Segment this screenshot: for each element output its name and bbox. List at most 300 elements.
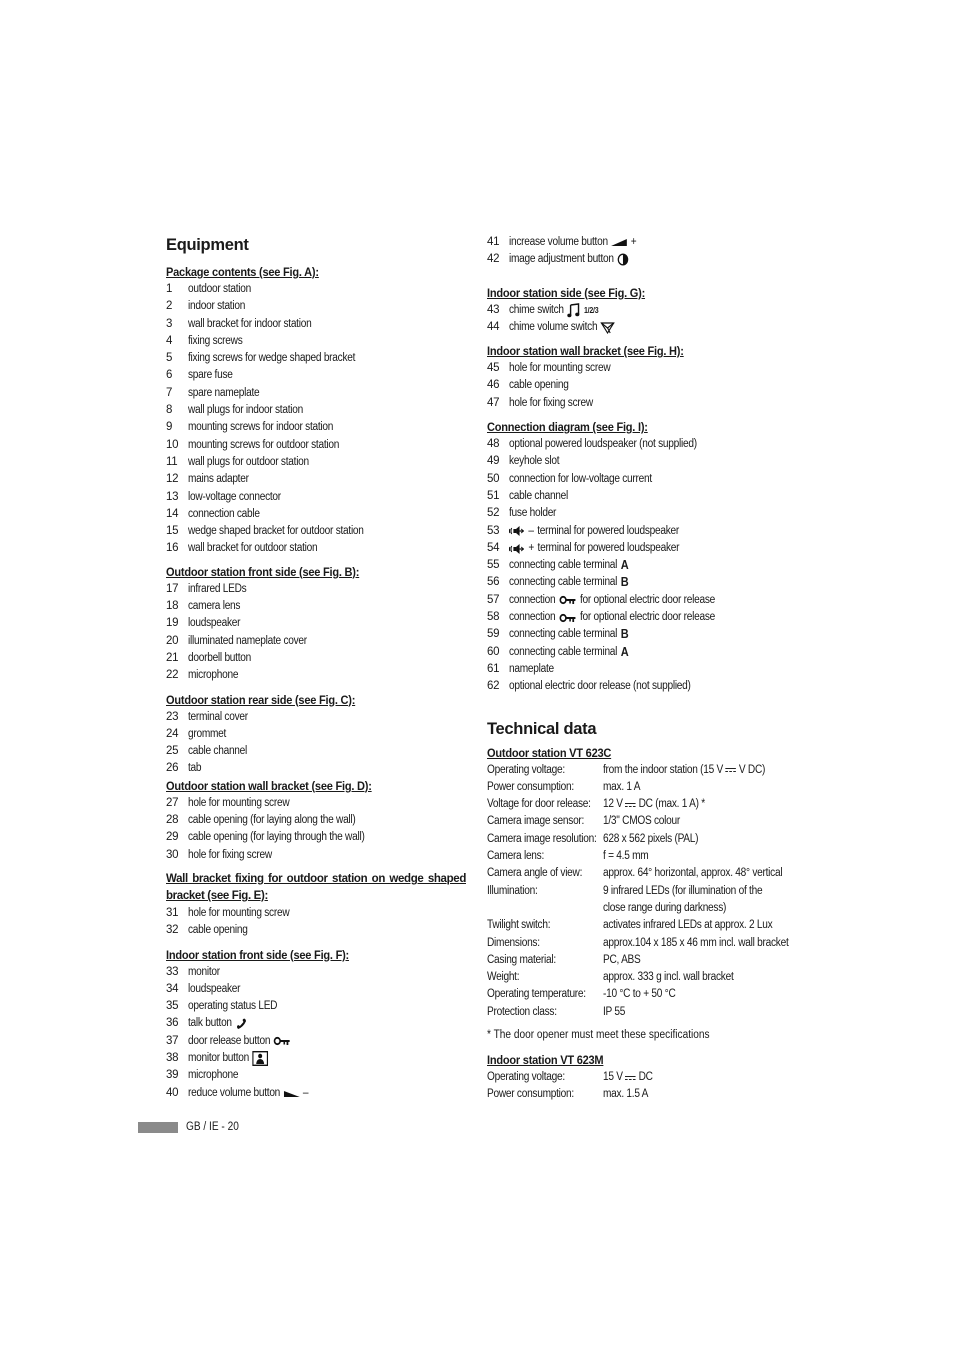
- item-content: [188, 922, 248, 939]
- spec-row: [487, 935, 797, 952]
- item-number: 9: [166, 421, 173, 434]
- spec-row: [487, 831, 797, 848]
- item-content: [188, 760, 201, 777]
- item-number: 57: [487, 593, 500, 606]
- list-item: [166, 829, 466, 846]
- item-label: connection for low-voltage current: [509, 472, 652, 485]
- item-label: wall plugs for outdoor station: [188, 455, 309, 468]
- item-number: 1: [166, 283, 173, 295]
- speaker-icon: [509, 525, 525, 537]
- item-content: [188, 385, 259, 402]
- list-item: [487, 505, 797, 522]
- item-content: [188, 281, 251, 298]
- list-item: [487, 540, 797, 557]
- spec-row: [487, 796, 797, 813]
- item-content: [188, 454, 309, 471]
- spec-row: [487, 1086, 797, 1103]
- item-number: 4: [166, 334, 173, 347]
- item-number: 14: [166, 507, 179, 520]
- spec-value: [603, 883, 774, 918]
- item-content: [188, 615, 240, 632]
- spec-value: [603, 813, 774, 830]
- item-content: [188, 650, 251, 667]
- spec-value-text: approx. 333 g incl. wall bracket: [603, 971, 734, 984]
- list-item: [166, 471, 466, 488]
- item-content: [509, 319, 615, 336]
- terminal-letter: A: [620, 644, 629, 659]
- item-label: cable opening: [509, 379, 569, 392]
- spec-value-text: 15 V: [603, 1070, 623, 1083]
- list-item: [166, 615, 466, 632]
- wedge-list: [166, 905, 466, 940]
- list-item: [166, 437, 466, 454]
- item-number: 50: [487, 472, 500, 485]
- item-label: terminal for powered loudspeaker: [537, 541, 680, 554]
- item-content: [509, 609, 715, 626]
- volume-up-icon: [611, 238, 627, 247]
- item-number: 19: [166, 617, 179, 630]
- item-number: 5: [166, 352, 173, 365]
- terminal-letter: B: [620, 627, 629, 642]
- item-label: cable opening: [188, 924, 248, 937]
- list-item: [487, 678, 797, 695]
- item-content: [188, 667, 238, 684]
- speaker-icon: [509, 543, 525, 555]
- item-label: spare fuse: [188, 369, 233, 382]
- item-content: [188, 298, 245, 315]
- item-number: 16: [166, 542, 179, 555]
- spec-value-text: 12 V: [603, 798, 623, 811]
- item-content: [509, 360, 610, 377]
- item-content: [188, 1085, 308, 1102]
- item-content: [509, 626, 628, 643]
- item-label: mounting screws for outdoor station: [188, 438, 340, 451]
- spec-row: [487, 952, 797, 969]
- list-item: [166, 581, 466, 598]
- list-item: [166, 367, 466, 384]
- list-item: [487, 453, 797, 470]
- list-item: [166, 998, 466, 1015]
- spec-value: [603, 779, 774, 796]
- list-item: [487, 644, 797, 661]
- item-number: 7: [166, 386, 173, 399]
- indoor-bracket-list: [487, 360, 797, 412]
- item-label: connection: [509, 593, 556, 606]
- spec-label: Voltage for door release:: [487, 798, 591, 811]
- item-label: wall bracket for outdoor station: [188, 542, 318, 555]
- spec-value-text: 9 infrared LEDs (for illumination of the close range during darkness): [603, 884, 763, 914]
- item-content: [509, 540, 679, 557]
- spec-label: Power consumption:: [487, 1088, 574, 1101]
- indoor-side-heading: Indoor station side (see Fig. G):: [487, 285, 646, 300]
- chime-volume-icon: [601, 321, 615, 334]
- terminal-letter: B: [620, 575, 629, 590]
- item-number: 43: [487, 303, 500, 316]
- item-label: loudspeaker: [188, 982, 241, 995]
- spec-value: [603, 935, 789, 952]
- item-label: chime volume switch: [509, 320, 598, 333]
- list-item: [487, 609, 797, 626]
- item-label: indoor station: [188, 300, 246, 313]
- item-content: [188, 964, 220, 981]
- item-content: [509, 471, 652, 488]
- terminal-letter: A: [620, 558, 629, 573]
- spec-value: [603, 848, 774, 865]
- list-item: [166, 385, 466, 402]
- item-number: 3: [166, 317, 173, 330]
- spec-label: Power consumption:: [487, 780, 574, 793]
- item-content: [188, 812, 356, 829]
- item-label-suffix: for optional electric door release: [579, 611, 715, 624]
- plus-sign: +: [630, 236, 637, 248]
- item-label: optional powered loudspeaker (not supplied): [509, 438, 697, 451]
- list-item: [166, 1050, 466, 1067]
- dc-symbol-icon: [726, 767, 737, 773]
- indoor-front-list-continued: [487, 234, 797, 269]
- monitor-person-icon: [253, 1051, 269, 1066]
- spec-value-text: -10 °C to + 50 °C: [603, 988, 676, 1001]
- item-label: low-voltage connector: [188, 490, 281, 503]
- list-item: [166, 350, 466, 367]
- item-label: hole for mounting screw: [188, 796, 290, 809]
- item-content: [188, 1015, 248, 1032]
- item-content: [188, 402, 303, 419]
- front-list: [166, 581, 466, 685]
- item-content: [509, 453, 559, 470]
- spec-row: [487, 969, 797, 986]
- spec-row: [487, 848, 797, 865]
- indoor-front-heading: Indoor station front side (see Fig. F):: [166, 947, 350, 962]
- spec-value: [603, 969, 774, 986]
- item-content: [188, 471, 249, 488]
- item-label: wall plugs for indoor station: [188, 404, 303, 417]
- spec-label: Operating voltage:: [487, 1070, 565, 1083]
- item-number: 40: [166, 1086, 179, 1099]
- item-number: 6: [166, 369, 173, 382]
- spec-label: Camera lens:: [487, 850, 545, 863]
- list-item: [166, 298, 466, 315]
- spec-label: Illumination:: [487, 884, 538, 897]
- list-item: [487, 626, 797, 643]
- dc-symbol-icon: [625, 1075, 636, 1081]
- item-number: 32: [166, 924, 179, 937]
- spec-value-suffix: V DC): [738, 763, 766, 776]
- list-item: [166, 795, 466, 812]
- item-label: wall bracket for indoor station: [188, 317, 312, 330]
- list-item: [487, 592, 797, 609]
- package-heading: Package contents (see Fig. A):: [166, 265, 319, 279]
- spec-value: [603, 1069, 774, 1086]
- item-number: 26: [166, 762, 179, 775]
- item-content: [188, 633, 307, 650]
- item-label: talk button: [188, 1017, 232, 1030]
- spec-value: [603, 831, 774, 848]
- key-icon: [274, 1036, 292, 1046]
- wall-bracket-list: [166, 795, 466, 864]
- spec-row: [487, 1004, 797, 1021]
- list-item: [166, 812, 466, 829]
- item-number: 38: [166, 1051, 179, 1064]
- list-item: [166, 419, 466, 436]
- item-content: [188, 795, 289, 812]
- minus-sign: –: [302, 1086, 309, 1099]
- spec-label: Camera image resolution:: [487, 832, 597, 845]
- item-number: 54: [487, 541, 500, 554]
- item-number: 2: [166, 300, 173, 313]
- item-label: mains adapter: [188, 473, 249, 486]
- list-item: [487, 557, 797, 574]
- list-item: [166, 922, 466, 939]
- item-label: chime switch: [509, 303, 564, 316]
- item-label: door release button: [188, 1034, 271, 1047]
- item-label: cable opening (for laying through the wall): [188, 831, 365, 844]
- item-number: 28: [166, 814, 179, 827]
- item-label: keyhole slot: [509, 455, 560, 468]
- music-note-icon: [567, 303, 580, 318]
- connection-heading: Connection diagram (see Fig. I):: [487, 420, 648, 435]
- equipment-title: Equipment: [166, 236, 249, 254]
- list-item: [487, 302, 797, 319]
- item-number: 61: [487, 662, 500, 675]
- list-item: [166, 523, 466, 540]
- spec-value-text: approx.104 x 185 x 46 mm incl. wall bracket: [603, 936, 789, 949]
- spec-label: Weight:: [487, 971, 520, 984]
- item-number: 12: [166, 473, 179, 486]
- item-label: mounting screws for indoor station: [188, 421, 334, 434]
- item-label: fixing screws: [188, 334, 243, 347]
- item-number: 36: [166, 1017, 179, 1030]
- list-item: [487, 234, 797, 251]
- item-number: 13: [166, 490, 179, 503]
- item-label: connecting cable terminal: [509, 559, 618, 572]
- list-item: [487, 488, 797, 505]
- list-item: [166, 333, 466, 350]
- list-item: [166, 1033, 466, 1050]
- item-content: [188, 350, 355, 367]
- chime-positions: 1/2/3: [584, 305, 599, 315]
- item-content: [188, 726, 226, 743]
- list-item: [166, 1085, 466, 1102]
- item-number: 37: [166, 1034, 179, 1047]
- spec-label: Casing material:: [487, 953, 556, 966]
- list-item: [166, 709, 466, 726]
- item-content: [188, 437, 339, 454]
- item-label: operating status LED: [188, 1000, 278, 1013]
- spec-row: [487, 865, 797, 882]
- spec-value: [603, 986, 774, 1003]
- list-item: [166, 905, 466, 922]
- item-number: 58: [487, 611, 500, 624]
- item-label: microphone: [188, 669, 239, 682]
- list-item: [487, 471, 797, 488]
- page-number: GB / IE - 20: [186, 1121, 239, 1133]
- indoor-front-list: [166, 964, 466, 1102]
- item-label: spare nameplate: [188, 386, 260, 399]
- item-content: [188, 743, 247, 760]
- spec-value-text: f = 4.5 mm: [603, 850, 649, 863]
- spec-row: [487, 813, 797, 830]
- list-item: [166, 402, 466, 419]
- spec-value-text: PC, ABS: [603, 953, 641, 966]
- item-number: 51: [487, 489, 500, 502]
- item-label: connecting cable terminal: [509, 576, 618, 589]
- item-label: microphone: [188, 1069, 239, 1082]
- list-item: [166, 743, 466, 760]
- list-item: [487, 377, 797, 394]
- spec-label: Twilight switch:: [487, 919, 551, 932]
- item-label: reduce volume button: [188, 1086, 281, 1099]
- rear-list: [166, 709, 466, 778]
- item-content: [188, 981, 240, 998]
- item-label: illuminated nameplate cover: [188, 634, 307, 647]
- item-content: [509, 377, 569, 394]
- item-number: 18: [166, 600, 179, 613]
- item-label: connecting cable terminal: [509, 645, 618, 658]
- spec-label: Protection class:: [487, 1005, 557, 1018]
- polarity-sign: –: [528, 524, 534, 537]
- item-content: [188, 1050, 268, 1067]
- item-label: terminal for powered loudspeaker: [537, 524, 680, 537]
- item-number: 35: [166, 1000, 179, 1013]
- list-item: [166, 598, 466, 615]
- item-content: [188, 1033, 291, 1050]
- item-content: [188, 998, 277, 1015]
- item-number: 60: [487, 645, 500, 658]
- item-content: [509, 488, 568, 505]
- item-content: [188, 523, 364, 540]
- item-content: [188, 540, 317, 557]
- list-item: [166, 454, 466, 471]
- item-content: [509, 251, 629, 268]
- spec-row: [487, 779, 797, 796]
- item-label: connection: [509, 611, 556, 624]
- item-content: [509, 505, 556, 522]
- item-number: 21: [166, 651, 179, 664]
- item-number: 62: [487, 680, 500, 693]
- list-item: [166, 964, 466, 981]
- item-content: [509, 644, 628, 661]
- list-item: [166, 760, 466, 777]
- spec-value: [603, 865, 782, 882]
- item-label: fuse holder: [509, 507, 557, 520]
- list-item: [166, 981, 466, 998]
- item-content: [509, 592, 715, 609]
- item-content: [188, 1067, 238, 1084]
- item-label: connecting cable terminal: [509, 628, 618, 641]
- list-item: [166, 667, 466, 684]
- key-icon: [559, 613, 577, 623]
- item-number: 15: [166, 525, 179, 538]
- spec-value-text: 628 x 562 pixels (PAL): [603, 832, 699, 845]
- outdoor-tech-table: [487, 762, 797, 1021]
- item-content: [509, 302, 598, 319]
- spec-value-text: activates infrared LEDs at approx. 2 Lux: [603, 919, 773, 932]
- item-number: 8: [166, 404, 173, 417]
- spec-row: [487, 917, 797, 934]
- spec-label: Operating temperature:: [487, 988, 586, 1001]
- indoor-bracket-heading: Indoor station wall bracket (see Fig. H):: [487, 344, 684, 359]
- spec-value: [603, 762, 774, 779]
- item-label-suffix: for optional electric door release: [579, 593, 715, 606]
- spec-value: [603, 796, 774, 813]
- list-item: [487, 661, 797, 678]
- item-number: 56: [487, 576, 500, 589]
- spec-row: [487, 986, 797, 1003]
- item-number: 47: [487, 396, 500, 409]
- item-number: 27: [166, 796, 179, 809]
- list-item: [166, 540, 466, 557]
- item-content: [509, 395, 593, 412]
- spec-value-text: 1/3" CMOS colour: [603, 815, 680, 828]
- item-number: 45: [487, 362, 500, 375]
- list-item: [166, 633, 466, 650]
- item-content: [188, 489, 281, 506]
- spec-label: Operating voltage:: [487, 763, 565, 776]
- item-number: 25: [166, 745, 179, 758]
- item-label: terminal cover: [188, 710, 248, 723]
- spec-value-text: max. 1 A: [603, 780, 641, 793]
- list-item: [166, 281, 466, 298]
- item-number: 34: [166, 982, 179, 995]
- indoor-tech-heading: Indoor station VT 623M: [487, 1052, 604, 1067]
- item-content: [509, 557, 628, 574]
- item-number: 33: [166, 965, 179, 978]
- list-item: [166, 1067, 466, 1084]
- item-content: [509, 574, 628, 591]
- item-content: [188, 419, 333, 436]
- item-number: 48: [487, 438, 500, 451]
- item-number: 46: [487, 379, 500, 392]
- item-label: infrared LEDs: [188, 582, 247, 595]
- item-number: 30: [166, 848, 179, 861]
- item-content: [188, 333, 243, 350]
- item-number: 17: [166, 582, 179, 595]
- front-heading: Outdoor station front side (see Fig. B):: [166, 564, 360, 579]
- wedge-heading: Wall bracket fixing for outdoor station on wedge shaped bracket (see Fig. E):: [166, 872, 466, 902]
- item-content: [188, 506, 260, 523]
- key-icon: [559, 595, 577, 605]
- spec-row: [487, 883, 797, 918]
- indoor-side-list: [487, 302, 797, 337]
- item-label: hole for mounting screw: [509, 362, 611, 375]
- spec-label: Camera angle of view:: [487, 867, 583, 880]
- item-content: [509, 523, 679, 540]
- spec-value: [603, 917, 774, 934]
- list-item: [166, 489, 466, 506]
- item-number: 22: [166, 669, 179, 682]
- item-content: [188, 709, 248, 726]
- indoor-tech-table: [487, 1069, 797, 1104]
- item-number: 29: [166, 831, 179, 844]
- item-number: 52: [487, 507, 500, 520]
- item-label: outdoor station: [188, 283, 252, 295]
- item-number: 44: [487, 320, 500, 333]
- item-number: 59: [487, 628, 500, 641]
- list-item: [166, 726, 466, 743]
- spec-value: [603, 1086, 774, 1103]
- item-number: 23: [166, 710, 179, 723]
- item-label: optional electric door release (not supplied): [509, 680, 691, 693]
- spec-row: [487, 1069, 797, 1086]
- spec-row: [487, 762, 797, 779]
- spec-value: [603, 952, 774, 969]
- connection-list: [487, 436, 797, 695]
- item-label: increase volume button: [509, 236, 608, 248]
- list-item: [487, 251, 797, 268]
- item-number: 24: [166, 727, 179, 740]
- list-item: [166, 1015, 466, 1032]
- phone-handset-icon: [235, 1018, 247, 1030]
